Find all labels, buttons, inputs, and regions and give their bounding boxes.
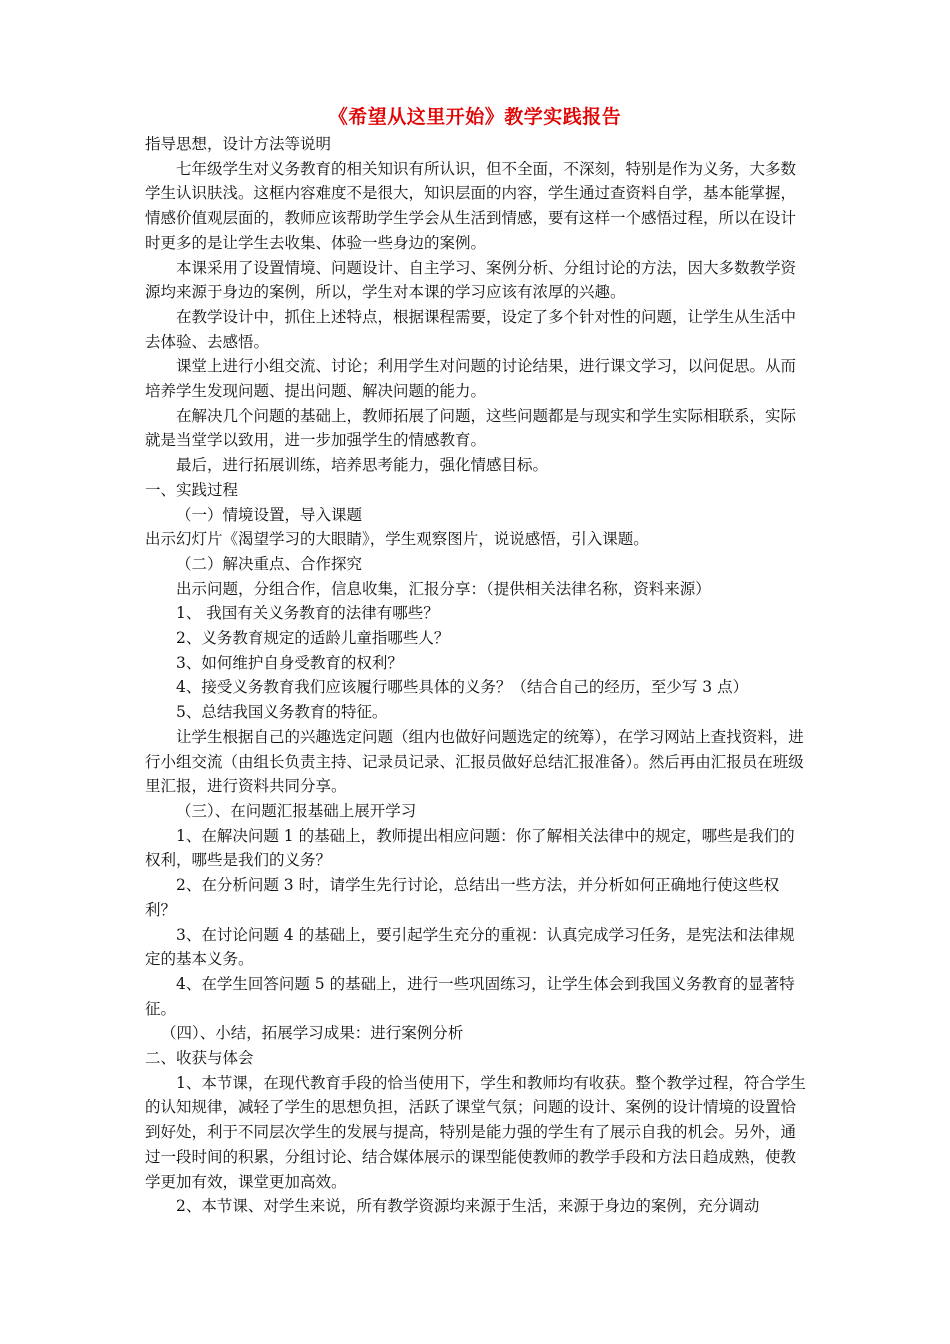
paragraph: 课堂上进行小组交流、讨论；利用学生对问题的讨论结果，进行课文学习，以问促思。从而培养学生发现问题、提出问题、解决问题的能力。: [145, 357, 797, 401]
document-title: 《希望从这里开始》教学实践报告: [328, 106, 622, 128]
section-heading: 一、实践过程: [145, 480, 239, 499]
paragraph: 本课采用了设置情境、问题设计、自主学习、案例分析、分组讨论的方法，因大多数教学资源均来源于身边的案例，所以，学生对本课的学习应该有浓厚的兴趣。: [145, 258, 797, 302]
list-item: 3、如何维护自身受教育的权利？: [176, 653, 403, 672]
paragraph: 出示问题，分组合作，信息收集，汇报分享：（提供相关法律名称，资料来源）: [176, 579, 711, 598]
paragraph: 让学生根据自己的兴趣选定问题（组内也做好问题选定的统筹），在学习网站上查找资料，进行小组交流（由组长负责主持、记录员记录、汇报员做好总结汇报准备）。然后再由汇报员在班级里汇报，进行资料共同分享。: [145, 727, 804, 796]
subsection-heading: （二）解决重点、合作探究: [176, 554, 363, 573]
paragraph: 1、本节课，在现代教育手段的恰当使用下，学生和教师均有收获。整个教学过程，符合学生的认知规律，减轻了学生的思想负担，活跃了课堂气氛；问题的设计、案例的设计情境的设置恰到好处，利于不同层次学生的发展与提高，特别是能力强的学生有了展示自我的机会。另外，通过一段时间的积累，分组讨论、结合媒体展示的课型能使教师的教学手段和方法日趋成熟，使教学更加有效，课堂更加高效。: [145, 1073, 806, 1191]
list-item: 4、接受义务教育我们应该履行哪些具体的义务？（结合自己的经历，至少写 3 点）: [176, 678, 749, 697]
paragraph: 2、在分析问题 3 时，请学生先行讨论，总结出一些方法，并分析如何正确地行使这些权利？: [145, 876, 780, 919]
list-item: 2、义务教育规定的适龄儿童指哪些人？: [176, 629, 450, 648]
paragraph: 在教学设计中，抓住上述特点，根据课程需要，设定了多个针对性的问题，让学生从生活中去体验、去感悟。: [145, 307, 797, 351]
paragraph: 1、在解决问题 1 的基础上，教师提出相应问题：你了解相关法律中的规定，哪些是我们的权利，哪些是我们的义务？: [145, 826, 795, 870]
paragraph: 最后，进行拓展训练，培养思考能力，强化情感目标。: [176, 456, 549, 475]
section-heading: 二、收获与体会: [145, 1049, 254, 1068]
paragraph: 在解决几个问题的基础上，教师拓展了问题，这些问题都是与现实和学生实际相联系，实际就是当堂学以致用，进一步加强学生的情感教育。: [145, 406, 797, 450]
paragraph: 七年级学生对义务教育的相关知识有所认识，但不全面，不深刻，特别是作为义务，大多数学生认识肤浅。这框内容难度不是很大，知识层面的内容，学生通过查资料自学，基本能掌握，情感价值观层面的，教师应该帮助学生学会从生活到情感，要有这样一个感悟过程，所以在设计时更多的是让学生去收集、体验一些身边的案例。: [145, 159, 797, 252]
paragraph: 出示幻灯片《渴望学习的大眼睛》，学生观察图片，说说感悟，引入课题。: [145, 530, 649, 549]
subsection-heading: （一）情境设置，导入课题: [176, 505, 363, 524]
subsection-heading: （四）、小结，拓展学习成果：进行案例分析: [161, 1024, 464, 1043]
list-item: 5、总结我国义务教育的特征。: [176, 703, 388, 722]
paragraph: 4、在学生回答问题 5 的基础上，进行一些巩固练习，让学生体会到我国义务教育的显著特征。: [145, 974, 795, 1018]
paragraph: 2、本节课、对学生来说，所有教学资源均来源于生活，来源于身边的案例，充分调动: [176, 1197, 760, 1216]
section-note: 指导思想，设计方法等说明: [145, 135, 332, 153]
subsection-heading: （三）、在问题汇报基础上展开学习: [176, 801, 417, 820]
list-item: 1、 我国有关义务教育的法律有哪些？: [176, 604, 439, 623]
paragraph: 3、在讨论问题 4 的基础上，要引起学生充分的重视：认真完成学习任务，是宪法和法律规定的基本义务。: [145, 925, 795, 969]
document-body: [145, 132, 810, 1219]
